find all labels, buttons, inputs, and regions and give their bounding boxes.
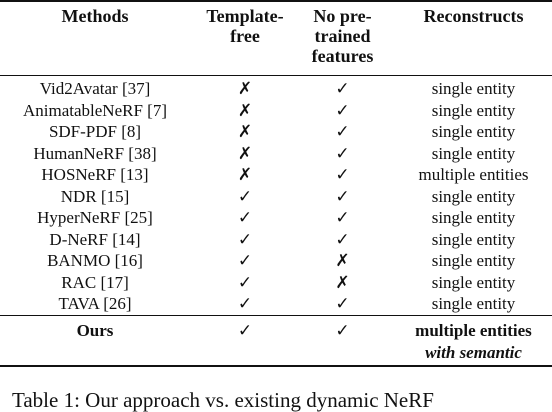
template-free-cell: ✓	[237, 208, 253, 227]
reconstructs-cell: single entity	[431, 229, 516, 249]
reconstructs-cell: single entity	[431, 272, 516, 292]
method-cell: SDF-PDF [8]	[48, 122, 142, 141]
table-row	[0, 293, 552, 315]
table-row	[0, 229, 552, 251]
no-pretrained-cell: ✓	[335, 122, 350, 141]
table-caption: Table 1: Our approach vs. existing dynamic NeRF	[12, 388, 434, 412]
no-pretrained-cell: ✓	[335, 186, 350, 206]
header-reconstructs: Reconstructs	[423, 6, 524, 26]
table-row	[0, 186, 552, 208]
method-cell: HyperNeRF [25]	[37, 208, 153, 227]
reconstructs-cell: single entity	[431, 186, 516, 206]
method-cell: HumanNeRF [38]	[33, 143, 157, 163]
table-top-rule	[0, 0, 552, 2]
no-pretrained-cell: ✓	[335, 294, 350, 313]
reconstructs-cell: single entity	[431, 122, 516, 141]
reconstructs-cell: single entity	[431, 100, 516, 120]
table-bottom-rule	[0, 365, 552, 367]
template-free-cell: ✗	[237, 165, 253, 184]
table-body	[0, 78, 552, 315]
header-methods: Methods	[61, 6, 129, 26]
no-pretrained-cell: ✓	[335, 208, 350, 227]
method-cell: NDR [15]	[60, 186, 130, 206]
template-free-cell: ✗	[237, 143, 253, 163]
table-row	[0, 250, 552, 272]
template-free-cell: ✓	[237, 186, 253, 206]
table-row	[0, 143, 552, 165]
method-cell: RAC [17]	[61, 272, 129, 292]
table-row	[0, 78, 552, 100]
reconstructs-cell: single entity	[431, 294, 516, 313]
method-cell: AnimatableNeRF [7]	[23, 100, 167, 120]
template-free-cell-ours: ✓	[237, 321, 253, 340]
no-pretrained-cell: ✓	[335, 100, 350, 120]
method-cell-ours: Ours	[76, 321, 114, 340]
table-row	[0, 207, 552, 229]
method-cell: Vid2Avatar [37]	[39, 79, 151, 98]
reconstructs-cell: single entity	[431, 79, 516, 98]
template-free-cell: ✓	[237, 251, 253, 270]
method-cell: BANMO [16]	[47, 251, 143, 270]
template-free-cell: ✗	[237, 100, 253, 120]
reconstructs-cell: single entity	[431, 251, 516, 270]
table-row	[0, 164, 552, 186]
ours-rule	[0, 315, 552, 316]
reconstructs-cell: multiple entities	[418, 165, 529, 184]
no-pretrained-cell: ✗	[335, 251, 350, 270]
header-rule	[0, 75, 552, 76]
table-row	[0, 100, 552, 122]
no-pretrained-cell: ✓	[335, 143, 350, 163]
table-row-ours	[0, 320, 552, 364]
reconstructs-cell-ours: multiple entities	[415, 321, 532, 340]
method-cell: D-NeRF [14]	[49, 229, 141, 249]
reconstructs-cell: single entity	[431, 208, 516, 227]
template-free-cell: ✗	[237, 122, 253, 141]
header-template-free: Template- free	[206, 6, 284, 46]
no-pretrained-cell: ✗	[335, 272, 350, 292]
method-cell: TAVA [26]	[58, 294, 132, 313]
no-pretrained-cell: ✓	[335, 79, 350, 98]
template-free-cell: ✗	[237, 79, 253, 98]
template-free-cell: ✓	[237, 294, 253, 313]
table-row	[0, 121, 552, 143]
template-free-cell: ✓	[237, 229, 253, 249]
no-pretrained-cell: ✓	[335, 229, 350, 249]
method-cell: HOSNeRF [13]	[41, 165, 149, 184]
no-pretrained-cell: ✓	[335, 165, 350, 184]
reconstructs-cell-ours-line2: with semantic	[425, 343, 522, 362]
template-free-cell: ✓	[237, 272, 253, 292]
header-no-pretrained-features: No pre- trained features	[311, 6, 374, 66]
reconstructs-cell: single entity	[431, 143, 516, 163]
table-row	[0, 272, 552, 294]
no-pretrained-cell-ours: ✓	[335, 321, 350, 340]
